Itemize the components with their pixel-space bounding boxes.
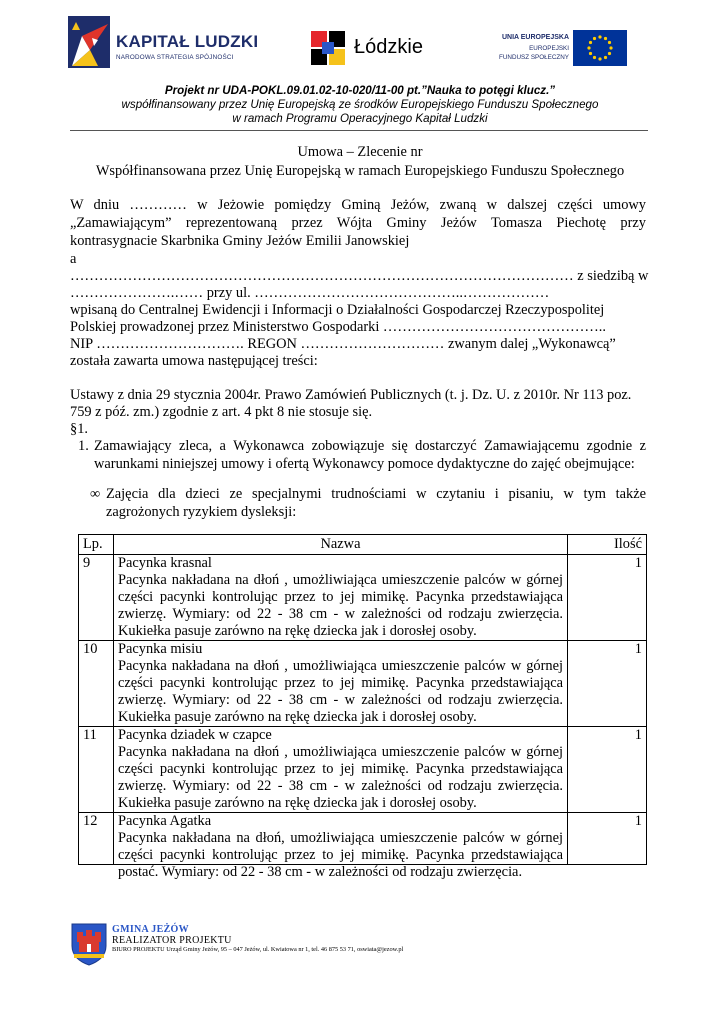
lodzkie-logo: [308, 28, 438, 68]
table-row: [79, 727, 647, 813]
item-description: Pacynka nakładana na dłoń, umożliwiająca umieszczenie palców w górnej części pacynki kontrolując przez to jej mimikę. Pacynka przedstawiająca postać. Wymiary: od 22 - 38 cm - w zależności od rodzaju zwierzęcia.: [118, 830, 563, 880]
clause-1-number: 1.: [78, 438, 89, 454]
project-programme: w ramach Programu Operacyjnego Kapitał Ludzki: [232, 112, 488, 125]
row-name-cell: [114, 555, 568, 641]
project-funding: współfinansowany przez Unię Europejską ze środków Europejskiego Funduszu Społecznego: [121, 98, 599, 111]
project-info: [70, 84, 650, 126]
header-name: Nazwa: [114, 535, 568, 555]
party-line-5: NIP …………………………. REGON ………………………… zwanym dalej „Wykonawcą”: [70, 336, 616, 352]
header-lp: Lp.: [79, 535, 114, 555]
infinity-bullet-icon: ∞: [90, 486, 101, 502]
footer-role: REALIZATOR PROJEKTU: [112, 935, 232, 946]
header-qty: Ilość: [568, 535, 647, 555]
item-name: Pacynka Agatka: [118, 813, 212, 829]
row-name-cell: [114, 813, 568, 880]
kapital-ludzki-logo: [68, 16, 268, 74]
party-line-6: została zawarta umowa następującej treści:: [70, 353, 318, 369]
row-lp: 11: [79, 727, 114, 813]
items-table: [78, 534, 647, 880]
eu-logo: [482, 28, 627, 68]
item-name: Pacynka krasnal: [118, 555, 212, 571]
row-qty: 1: [568, 641, 647, 727]
scope-bullet: [90, 485, 646, 521]
lodzkie-name: Łódzkie: [354, 36, 423, 58]
table-row: [79, 555, 647, 641]
eu-title: UNIA EUROPEJSKA: [501, 34, 569, 41]
section-heading: §1.: [70, 421, 88, 437]
party-line-1: …………………………………………………………………………………………… z siedzibą w: [70, 268, 649, 284]
item-description: Pacynka nakładana na dłoń , umożliwiająca umieszczenie palców w górnej części pacynki kontrolując przez to jej mimikę. Pacynka przedstawiająca zwierzę. Wymiary: od 22 - 38 cm - w zależności od rodzaju zwierzęcia. Kukiełka pasuje zarówno na rękę dziecka jak i dorosłej osoby.: [118, 572, 563, 639]
clause-1-text: Zamawiający zleca, a Wykonawca zobowiązuje się dostarczyć Zamawiającemu zgodnie z warunkami niniejszej umowy i ofertą Wykonawcy pomoce dydaktyczne do zajęć obejmujące:: [94, 438, 646, 472]
row-name-cell: [114, 727, 568, 813]
gmina-jezow-coat-of-arms-icon: [70, 922, 108, 966]
row-qty: 1: [568, 555, 647, 641]
footer-address: BIURO PROJEKTU Urząd Gminy Jeżów, 95 – 047 Jeżów, ul. Kwiatowa nr 1, tel. 46 875 53 71, oswiata@jezow.pl: [112, 946, 404, 953]
kapital-ludzki-emblem-icon: [68, 16, 110, 68]
intro-line-1: W dniu ………… w Jeżowie pomiędzy Gminą Jeżów, zwaną w dalszej części umowy: [70, 197, 646, 213]
project-number: Projekt nr UDA-POKL.09.01.02-10-020/11-00 pt.”Nauka to potęgi klucz.”: [164, 84, 556, 97]
footer-org-name: GMINA JEŻÓW: [112, 924, 189, 935]
intro-line-3: kontrasygnacie Skarbnika Gminy Jeżów Emilii Janowskiej: [70, 233, 410, 249]
row-qty: 1: [568, 813, 647, 865]
scope-bullet-text: Zajęcia dla dzieci ze specjalnymi trudnościami w czytaniu i pisaniu, w tym także zagrożonych ryzykiem dysleksji:: [106, 486, 646, 520]
eu-fund-line1: EUROPEJSKI: [529, 45, 569, 52]
party-line-4: Polskiej prowadzonej przez Ministerstwo Gospodarki ………………………………………..: [70, 319, 606, 335]
law-line-2: 759 z póź. zm.) zgodnie z art. 4 pkt 8 nie stosuje się.: [70, 404, 373, 420]
row-name-cell: [114, 641, 568, 727]
item-name: Pacynka misiu: [118, 641, 203, 657]
item-name: Pacynka dziadek w czapce: [118, 727, 272, 743]
table-row: [79, 641, 647, 727]
party-line-2: ………………….…… przy ul. ……………………………………..………………: [70, 285, 550, 301]
row-qty: 1: [568, 727, 647, 813]
lodzkie-emblem-icon: [308, 28, 348, 68]
kapital-ludzki-subtitle: NARODOWA STRATEGIA SPÓJNOŚCI: [116, 54, 234, 61]
kapital-ludzki-title: KAPITAŁ LUDZKI: [116, 32, 259, 51]
conjunction-and: a: [70, 251, 77, 267]
eu-fund-line2: FUNDUSZ SPOŁECZNY: [499, 54, 569, 61]
row-lp: 12: [79, 813, 114, 865]
eu-flag-icon: [573, 30, 627, 66]
item-description: Pacynka nakładana na dłoń , umożliwiająca umieszczenie palców w górnej części pacynki kontrolując przez to jej mimikę. Pacynka przedstawiająca zwierzę. Wymiary: od 22 - 38 cm - w zależności od rodzaju zwierzęcia. Kukiełka pasuje zarówno na rękę dziecka jak i dorosłej osoby.: [118, 658, 563, 725]
row-clip: [118, 813, 563, 880]
item-description: Pacynka nakładana na dłoń , umożliwiająca umieszczenie palców w górnej części pacynki kontrolując przez to jej mimikę. Pacynka przedstawiająca zwierzę. Wymiary: od 22 - 38 cm - w zależności od rodzaju zwierzęcia. Kukiełka pasuje zarówno na rękę dziecka jak i dorosłej osoby.: [118, 744, 563, 811]
table-row: [79, 813, 647, 865]
clause-1: [78, 437, 646, 473]
table-header-row: [79, 535, 647, 555]
document-subtitle: Współfinansowana przez Unię Europejską w ramach Europejskiego Funduszu Społecznego: [95, 163, 625, 179]
document-title: Umowa – Zlecenie nr: [297, 144, 423, 160]
row-lp: 10: [79, 641, 114, 727]
intro-line-2: „Zamawiającym” reprezentowaną przez Wójta Gminy Jeżów Tomasza Piechotę przy: [70, 215, 646, 231]
row-lp: 9: [79, 555, 114, 641]
law-line-1: Ustawy z dnia 29 stycznia 2004r. Prawo Zamówień Publicznych (t. j. Dz. U. z 2010r. Nr 113 poz.: [70, 387, 632, 403]
header-divider: [70, 130, 648, 131]
party-line-3: wpisaną do Centralnej Ewidencji i Informacji o Działalności Gospodarczej Rzeczypospolitej: [70, 302, 605, 318]
